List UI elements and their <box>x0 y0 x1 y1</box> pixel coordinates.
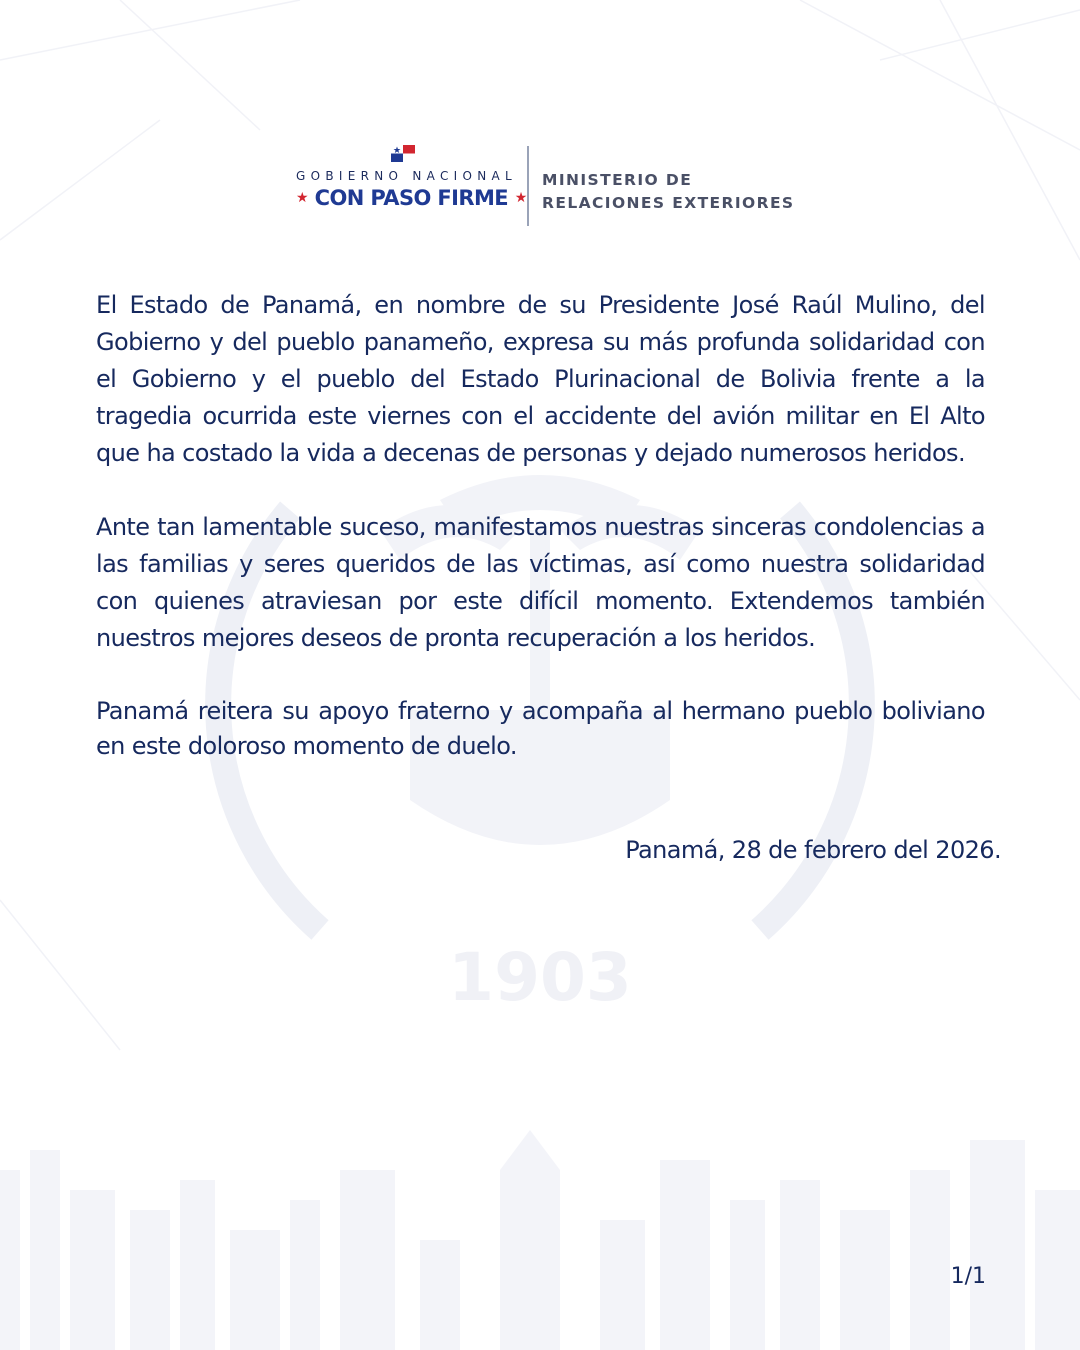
government-label: GOBIERNO NACIONAL <box>296 169 517 183</box>
red-star-icon: ★ <box>514 190 527 206</box>
page-number: 1/1 <box>950 1264 986 1289</box>
statement-paragraph-3: Panamá reitera su apoyo fraterno y acompaña al hermano pueblo boliviano en este doloroso momento de duelo. <box>96 697 985 760</box>
government-slogan <box>296 186 527 210</box>
statement-body <box>96 287 985 764</box>
panama-flag-icon <box>391 145 415 162</box>
ministry-line-2: RELACIONES EXTERIORES <box>542 194 795 212</box>
statement-paragraph-2: Ante tan lamentable suceso, manifestamos nuestras sinceras condolencias a las familias y seres queridos de las víctimas, así como nuestra solidaridad con quienes atraviesan por este difícil momento. Extendemos también nuestros mejores deseos de pronta recuperación a los heridos. <box>96 513 985 652</box>
date-line: Panamá, 28 de febrero del 2026. <box>625 836 1001 864</box>
slogan-text: CON PASO FIRME <box>314 186 508 210</box>
header-divider <box>527 146 529 226</box>
statement-paragraph-1: El Estado de Panamá, en nombre de su Presidente José Raúl Mulino, del Gobierno y del pueblo panameño, expresa su más profunda solidaridad con el Gobierno y el pueblo del Estado Plurinacional de Bolivia frente a la tragedia ocurrida este viernes con el accidente del avión militar en El Alto que ha costado la vida a decenas de personas y dejado numerosos heridos. <box>96 291 985 467</box>
city-skyline-decoration <box>0 1110 1080 1350</box>
watermark-year: 1903 <box>448 939 632 1016</box>
ministry-name <box>542 169 795 215</box>
ministry-line-1: MINISTERIO DE <box>542 171 693 189</box>
header-logos <box>0 140 1080 230</box>
red-star-icon: ★ <box>296 190 308 206</box>
